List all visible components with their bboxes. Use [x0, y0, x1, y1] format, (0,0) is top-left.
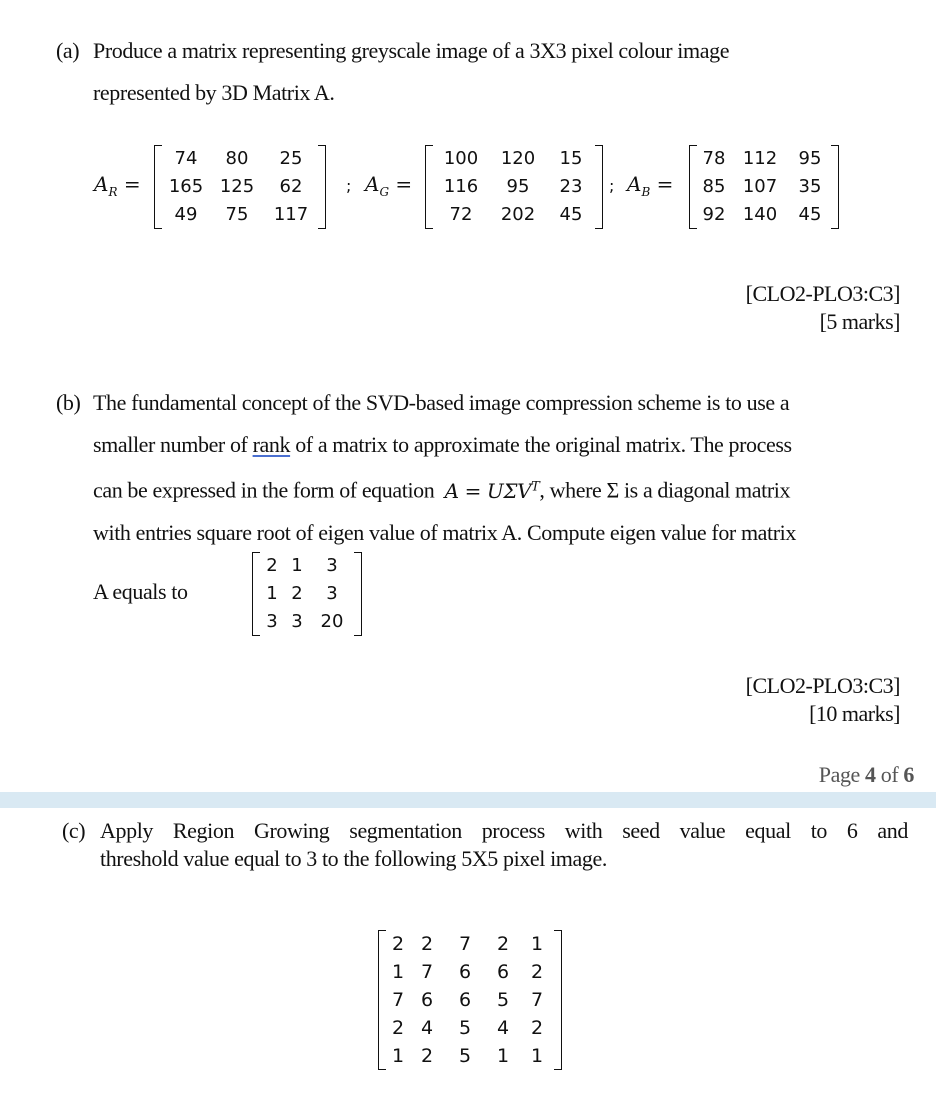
matrix-cell: 202 — [500, 204, 536, 225]
matrix-separator: ; — [609, 176, 615, 195]
part-b-line5: A equals to — [93, 579, 188, 604]
matrix-cell: 1 — [291, 555, 303, 576]
matrix-cell: 5 — [458, 1017, 472, 1039]
matrix-a-r-label: $A_R$ = — [94, 172, 141, 199]
matrix-cell: 112 — [742, 148, 778, 169]
matrix-cell: 1 — [530, 1045, 544, 1067]
matrix-cell: 95 — [506, 176, 530, 197]
matrix-cell: 7 — [530, 989, 544, 1011]
matrix-cell: 6 — [496, 961, 510, 983]
matrix-cell: 120 — [500, 148, 536, 169]
matrix-cell: 1 — [530, 933, 544, 955]
rank-link[interactable]: rank — [252, 432, 291, 457]
matrix-a-g — [425, 145, 603, 229]
matrix-cell: 4 — [496, 1017, 510, 1039]
matrix-separator: ; — [346, 176, 352, 195]
page-break — [0, 792, 936, 808]
part-a-marks — [746, 280, 900, 336]
part-c-text — [100, 817, 908, 873]
matrix-cell: 2 — [391, 933, 405, 955]
marks-label: [10 marks] — [809, 701, 900, 726]
part-a-line2: represented by 3D Matrix A. — [93, 80, 335, 105]
matrix-cell: 75 — [225, 204, 249, 225]
matrix-cell: 15 — [559, 148, 583, 169]
matrix-cell: 117 — [273, 204, 309, 225]
matrix-cell: 3 — [291, 611, 303, 632]
matrix-cell: 140 — [742, 204, 778, 225]
matrix-c — [378, 930, 562, 1070]
matrix-cell: 2 — [530, 1017, 544, 1039]
matrix-cell: 6 — [420, 989, 434, 1011]
matrix-cell: 1 — [266, 583, 278, 604]
matrix-cell: 49 — [174, 204, 198, 225]
matrix-cell: 5 — [496, 989, 510, 1011]
matrix-a-b-label: $A_B$ = — [627, 172, 674, 199]
part-a-label: (a) — [56, 38, 80, 63]
matrix-cell: 35 — [798, 176, 822, 197]
part-b-line3: can be expressed in the form of equation $A = U\Sigma V^T$, where Σ is a diagonal matrix — [93, 477, 791, 503]
matrix-cell: 7 — [391, 989, 405, 1011]
matrix-cell: 7 — [458, 933, 472, 955]
clo-label: [CLO2-PLO3:C3] — [745, 673, 900, 698]
part-c-line1: Apply Region Growing segmentation process with seed value equal to 6 and — [100, 818, 908, 843]
part-b-line1: The fundamental concept of the SVD-based image compression scheme is to use a — [93, 390, 790, 415]
matrix-cell: 100 — [443, 148, 479, 169]
matrix-cell: 2 — [420, 1045, 434, 1067]
matrix-cell: 85 — [702, 176, 726, 197]
matrix-cell: 1 — [391, 1045, 405, 1067]
matrix-cell: 3 — [326, 555, 338, 576]
matrix-cell: 25 — [279, 148, 303, 169]
matrix-cell: 2 — [530, 961, 544, 983]
part-b-line2: smaller number of rank of a matrix to approximate the original matrix. The process — [93, 432, 792, 457]
matrix-cell: 74 — [174, 148, 198, 169]
part-b-line4: with entries square root of eigen value of matrix A. Compute eigen value for matrix — [93, 519, 796, 545]
matrix-cell: 5 — [458, 1045, 472, 1067]
matrix-cell: 107 — [742, 176, 778, 197]
part-c-line2: threshold value equal to 3 to the following 5X5 pixel image. — [100, 846, 607, 871]
svd-equation: $A = U\Sigma V^T$ — [444, 478, 540, 503]
part-b-label: (b) — [56, 390, 81, 415]
matrix-cell: 62 — [279, 176, 303, 197]
matrix-cell: 2 — [266, 555, 278, 576]
part-c-label: (c) — [62, 818, 86, 843]
matrix-cell: 125 — [219, 176, 255, 197]
part-b-text — [93, 382, 903, 554]
marks-label: [5 marks] — [819, 309, 900, 334]
matrix-cell: 2 — [391, 1017, 405, 1039]
matrix-a-r — [154, 145, 326, 229]
matrix-cell: 45 — [798, 204, 822, 225]
matrix-cell: 2 — [496, 933, 510, 955]
matrix-a-b — [689, 145, 839, 229]
matrix-cell: 20 — [320, 611, 344, 632]
part-a-line1: Produce a matrix representing greyscale image of a 3X3 pixel colour image — [93, 38, 730, 63]
part-b-marks — [746, 672, 900, 728]
matrix-cell: 6 — [458, 961, 472, 983]
matrix-cell: 92 — [702, 204, 726, 225]
matrix-cell: 1 — [391, 961, 405, 983]
matrix-cell: 165 — [168, 176, 204, 197]
page-number: Page 4 of 6 — [818, 762, 914, 787]
matrix-b — [252, 552, 362, 636]
matrix-cell: 4 — [420, 1017, 434, 1039]
matrix-cell: 3 — [326, 583, 338, 604]
matrix-cell: 2 — [420, 933, 434, 955]
matrix-cell: 80 — [225, 148, 249, 169]
matrix-cell: 1 — [496, 1045, 510, 1067]
matrix-cell: 23 — [559, 176, 583, 197]
matrix-cell: 45 — [559, 204, 583, 225]
matrix-cell: 3 — [266, 611, 278, 632]
matrix-cell: 116 — [443, 176, 479, 197]
matrix-a-g-label: $A_G$ = — [365, 172, 413, 199]
matrix-cell: 2 — [291, 583, 303, 604]
matrix-cell: 7 — [420, 961, 434, 983]
matrix-cell: 6 — [458, 989, 472, 1011]
clo-label: [CLO2-PLO3:C3] — [745, 281, 900, 306]
matrix-cell: 72 — [449, 204, 473, 225]
matrix-cell: 78 — [702, 148, 726, 169]
matrix-cell: 95 — [798, 148, 822, 169]
